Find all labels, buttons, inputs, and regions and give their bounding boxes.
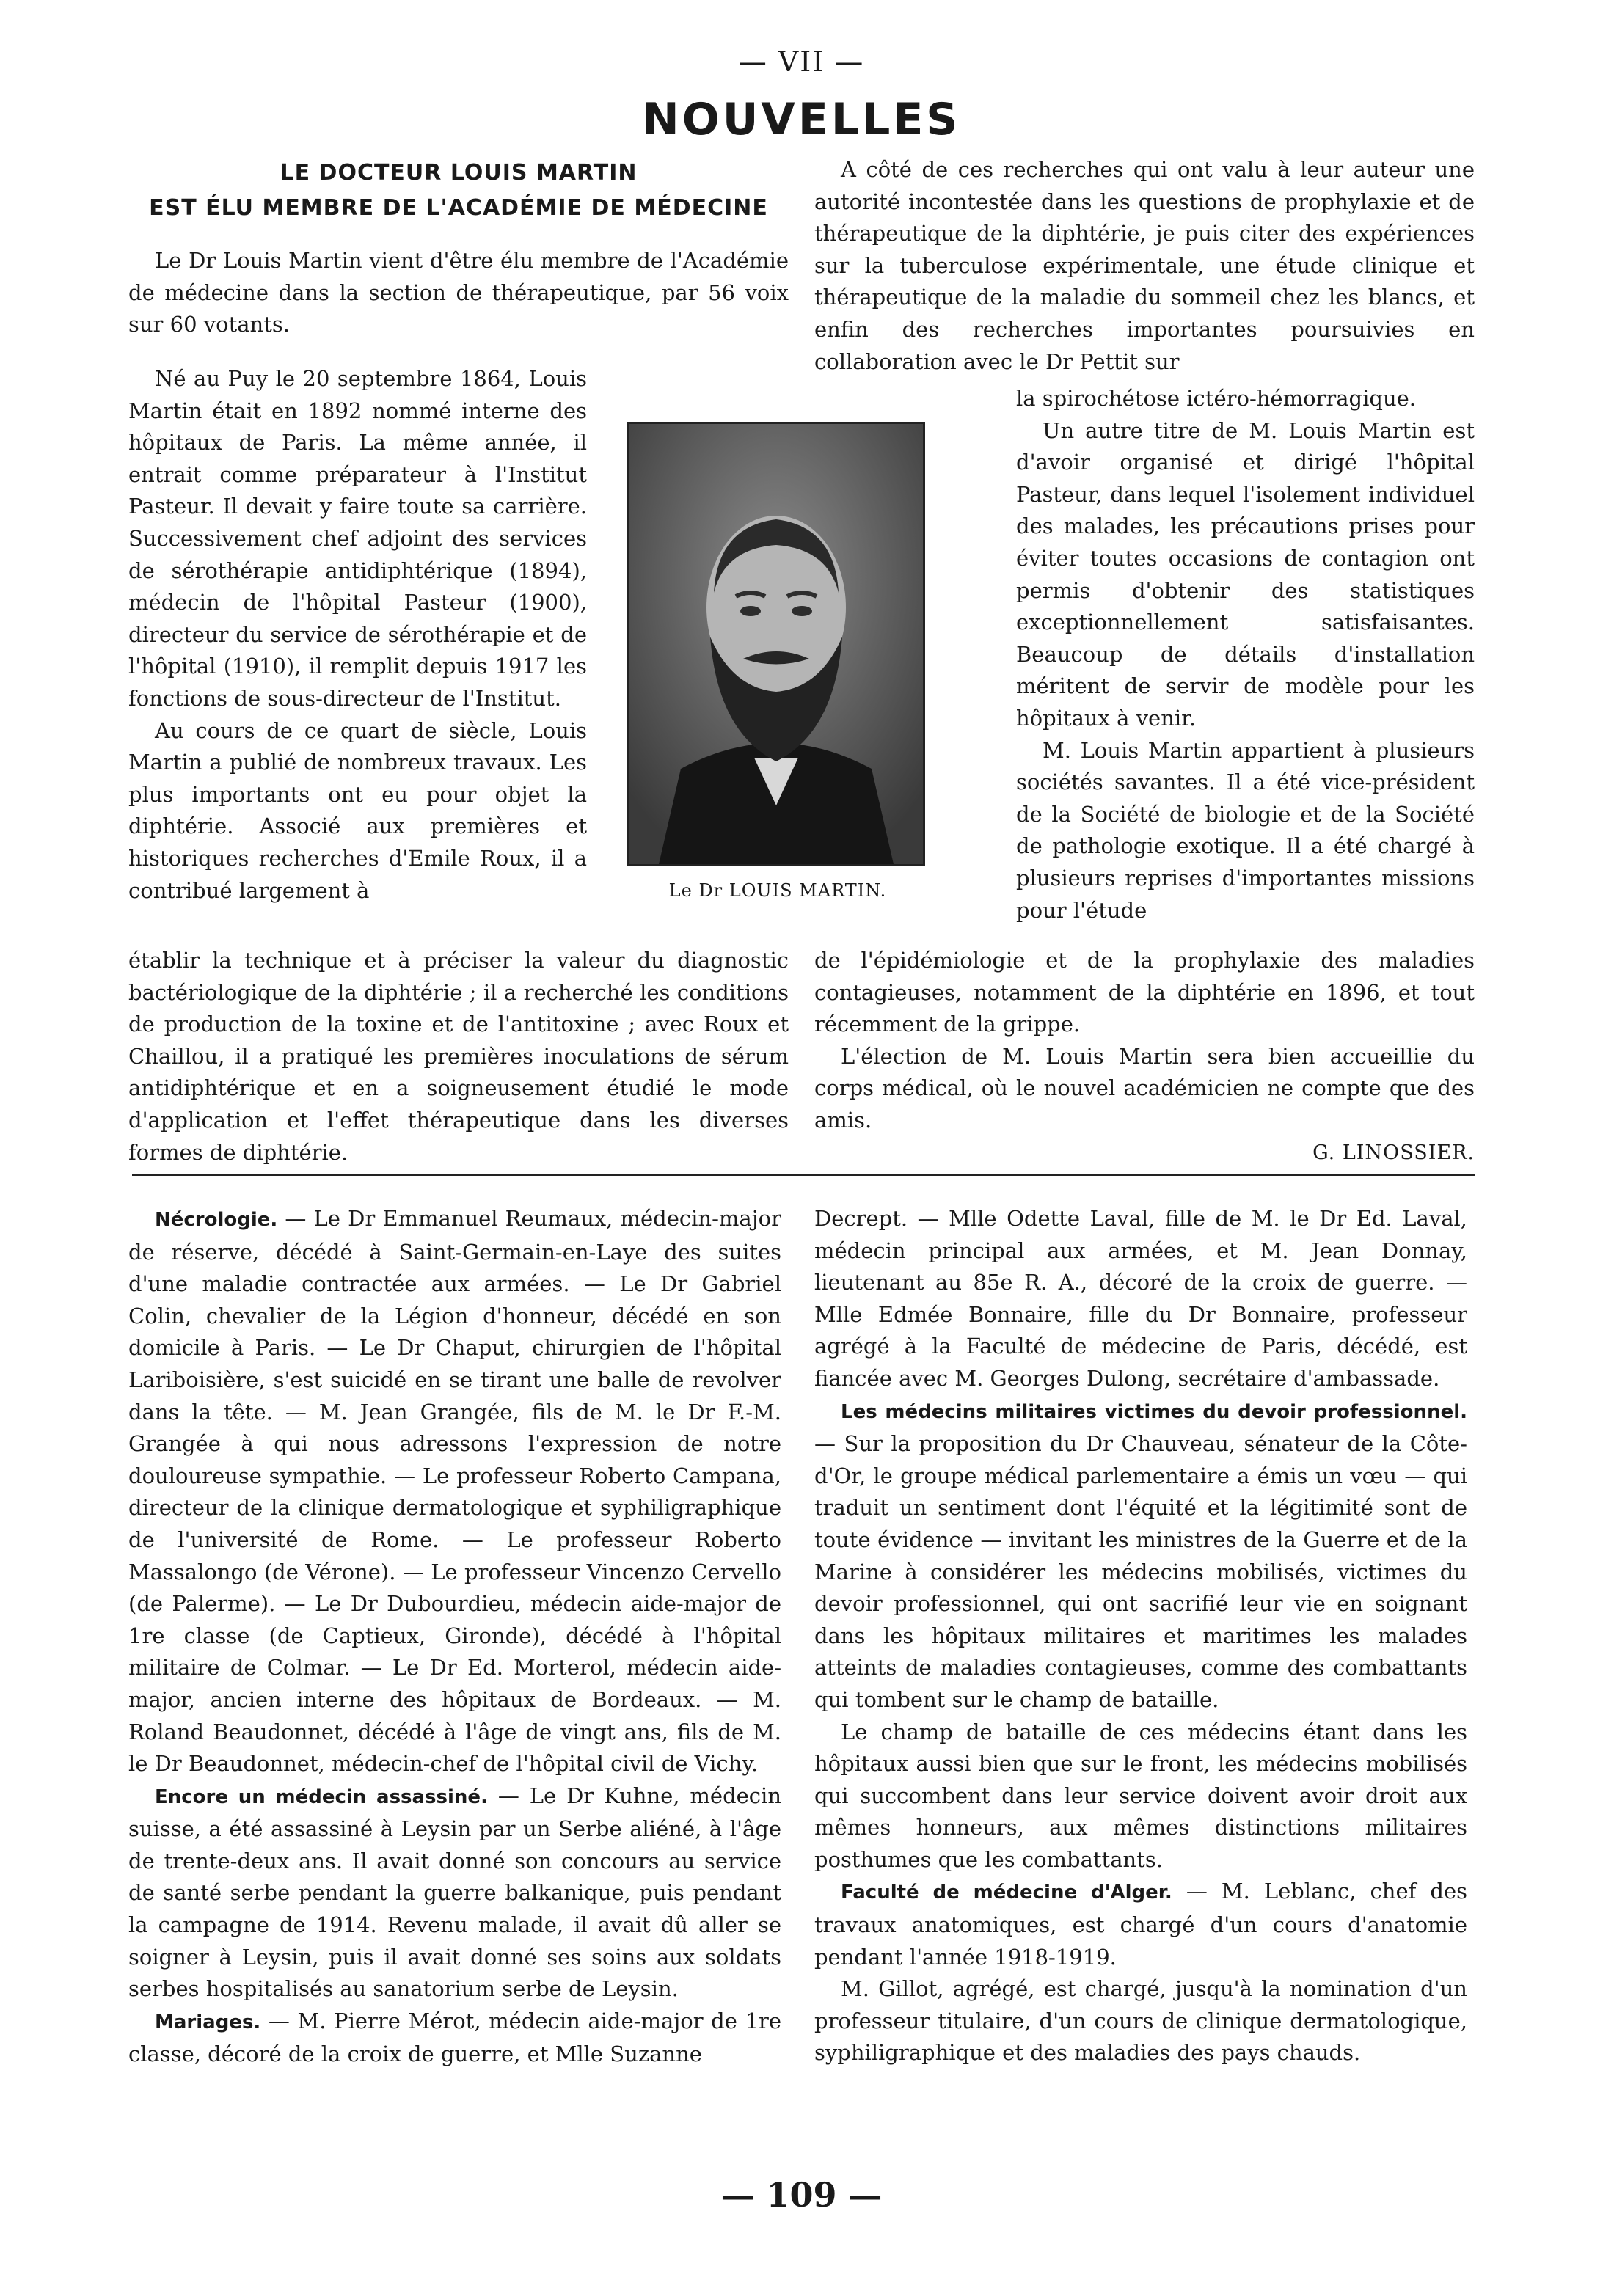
page-number: — 109 — (720, 2175, 883, 2215)
photo-caption: Le Dr LOUIS MARTIN. (668, 880, 887, 901)
article-right-top (814, 154, 1475, 378)
article-right-paragraph-2: Un autre titre de M. Louis Martin est d'avoir organisé et dirigé l'hôpital Pasteur, dans lequel l'isolement individuel des malades, les précautions prises pour éviter toutes occasions de contagion ont permis d'obtenir des statistiques exceptionnellement satisfaisantes. Beaucoup de détails d'installation méritent de servir de modèle pour les hôpitaux à venir. (1016, 417, 1475, 731)
article-right-paragraph-3: M. Louis Martin appartient à plusieurs sociétés savantes. Il a été vice-président de la Société de biologie et de la Société de pathologie exotique. Il a été chargé à plusieurs reprises d'importantes missions pour l'étude (1016, 737, 1475, 923)
article-signature: G. LINOSSIER. (1312, 1141, 1475, 1164)
encore-text: — Le Dr Kuhne, médecin suisse, a été assassiné à Leysin par un Serbe aliéné, à l'âge de trente-deux ans. Il avait donné son concours au service de santé serbe pendant la guerre balkanique, puis pendant la campagne de 1914. Revenu malade, il avait dû aller se soigner à Leysin, puis il avait donné ses soins aux soldats serbes hospitalisés au sanatorium serbe de Leysin. (128, 1783, 781, 2002)
article-left-bottom (128, 945, 789, 1169)
necrologie-heading: Nécrologie. (155, 1209, 278, 1231)
mariages-text: — M. Pierre Mérot, médecin aide-major de 1re classe, décoré de la croix de guerre, et Mlle Suzanne (128, 2008, 781, 2067)
militaires-heading: Les médecins militaires victimes du devoir professionnel. (841, 1400, 1467, 1423)
alger-text: — M. Leblanc, chef des travaux anatomiques, est chargé d'un cours d'anatomie pendant l'année 1918-1919. (814, 1879, 1467, 1970)
militaires-paragraph-2: Le champ de bataille de ces médecins étant dans les hôpitaux aussi bien que sur le front, les médecins mobilisés qui succombent dans leur service doivent avoir droit aux mêmes honneurs, aux mêmes distinctions militaires posthumes que les combattants. (814, 1719, 1467, 1872)
article-right-paragraph-1-continued: la spirochétose ictéro-hémorragique. (1016, 386, 1417, 411)
portrait-illustration (629, 424, 923, 864)
portrait-photo (627, 422, 925, 866)
article-left-top (128, 245, 789, 341)
section-title: NOUVELLES (642, 94, 961, 145)
article-right-paragraph-4: L'élection de M. Louis Martin sera bien accueillie du corps médical, où le nouvel académicien ne compte que des amis. (814, 1043, 1475, 1133)
news-encore-medecin (128, 1780, 781, 2006)
necrologie-text: — Le Dr Emmanuel Reumaux, médecin-major de réserve, décédé à Saint-Germain-en-Laye des suites d'une maladie contractée aux armées. — Le Dr Gabriel Colin, chevalier de la Légion d'honneur, décédé en son domicile à Paris. — Le Dr Chaput, chirurgien de l'hôpital Lariboisière, s'est suicidé en se tirant une balle de revolver dans la tête. — M. Jean Grangée, fils de M. le Dr F.-M. Grangée à qui nous adressons l'expression de notre douloureuse sympathie. — Le professeur Roberto Campana, directeur de la clinique dermatologique et syphiligraphique de l'université de Rome. — Le professeur Roberto Massalongo (de Vérone). — Le professeur Vincenzo Cervello (de Palerme). — Le Dr Dubourdieu, médecin aide-major de 1re classe (de Captieux, Gironde), décédé à l'hôpital militaire de Colmar. — Le Dr Ed. Morterol, médecin aide-major, ancien interne des hôpitaux de Bordeaux. — M. Roland Beaudonnet, décédé à l'âge de vingt ans, fils de M. le Dr Beaudonnet, médecin-chef de l'hôpital civil de Vichy. (128, 1206, 781, 1777)
article-paragraph-3: Au cours de ce quart de siècle, Louis Martin a publié de nombreux travaux. Les plus importants ont eu pour objet la diphtérie. Associé aux premières et historiques recherches d'Emile Roux, il a contribué largement à (128, 717, 587, 903)
mariages-continued: Decrept. — Mlle Odette Laval, fille de M. le Dr Ed. Laval, médecin principal aux armées, et M. Jean Donnay, lieutenant au 85e R. A., décoré de la croix de guerre. — Mlle Edmée Bonnaire, fille du Dr Bonnaire, professeur agrégé à la Faculté de médecine de Paris, décédé, est fiancée avec M. Georges Dulong, secrétaire d'ambassade. (814, 1206, 1467, 1391)
article-right-paragraph-3-continued: de l'épidémiologie et de la prophylaxie des maladies contagieuses, notamment de la diphtérie en 1896, et tout récemment de la grippe. (814, 948, 1475, 1037)
article-title-line-2: EST ÉLU MEMBRE DE L'ACADÉMIE DE MÉDECINE (149, 195, 768, 221)
article-title-line-1: LE DOCTEUR LOUIS MARTIN (280, 160, 638, 186)
news-necrologie (128, 1203, 781, 1780)
news-militaires (814, 1395, 1467, 1716)
militaires-text: — Sur la proposition du Dr Chauveau, sénateur de la Côte-d'Or, le groupe médical parlementaire a émis un vœu — qui traduit un sentiment dont l'équité et la légitimité sont de toute évidence — invitant les ministres de la Guerre et de la Marine à considérer les médecins mobilisés, victimes du devoir professionnel, qui ont sacrifié leur vie en soignant dans les hôpitaux militaires et maritimes les malades atteints de maladies contagieuses, comme des combattants qui tombent sur le champ de bataille. (814, 1431, 1467, 1712)
article-right-bottom (814, 945, 1475, 1169)
article-right-narrow (1016, 383, 1475, 926)
top-folio: — VII — (738, 45, 865, 78)
horizontal-rule (132, 1174, 1475, 1176)
news-mariages (128, 2006, 781, 2071)
article-paragraph-2: Né au Puy le 20 septembre 1864, Louis Martin était en 1892 nommé interne des hôpitaux de Paris. La même année, il entrait comme préparateur à l'Institut Pasteur. Il devait y faire toute sa carrière. Successivement chef adjoint des services de sérothérapie antidiphtérique (1894), médecin de l'hôpital Pasteur (1900), directeur du service de sérothérapie et de l'hôpital (1910), il remplit depuis 1917 les fonctions de sous-directeur de l'Institut. (128, 366, 587, 711)
article-left-narrow (128, 363, 587, 907)
news-left-column (128, 1203, 781, 2071)
article-right-paragraph-1: A côté de ces recherches qui ont valu à leur auteur une autorité incontestée dans les questions de prophylaxie et de thérapeutique de la diphtérie, je puis citer des expériences sur la tuberculose expérimentale, une étude clinique et thérapeutique de la maladie du sommeil chez les blancs, et enfin des recherches importantes poursuivies en collaboration avec le Dr Pettit sur (814, 157, 1475, 374)
article-paragraph-3-continued: établir la technique et à préciser la valeur du diagnostic bactériologique de la diphtérie ; il a recherché les conditions de production de la toxine et de l'antitoxine ; avec Roux et Chaillou, il a pratiqué les premières inoculations de sérum antidiphtérique et en a soigneusement étudié le mode d'application et l'effet thérapeutique dans les diverses formes de diphtérie. (128, 948, 789, 1165)
alger-paragraph-2: M. Gillot, agrégé, est chargé, jusqu'à la nomination d'un professeur titulaire, d'un cours de clinique dermatologique, syphiligraphique et des maladies des pays chauds. (814, 1976, 1467, 2066)
news-right-column (814, 1203, 1467, 2069)
mariages-heading: Mariages. (155, 2011, 261, 2033)
encore-heading: Encore un médecin assassiné. (155, 1785, 488, 1808)
news-alger (814, 1876, 1467, 1973)
alger-heading: Faculté de médecine d'Alger. (841, 1882, 1172, 1904)
article-paragraph-1: Le Dr Louis Martin vient d'être élu membre de l'Académie de médecine dans la section de thérapeutique, par 56 voix sur 60 votants. (128, 248, 789, 337)
